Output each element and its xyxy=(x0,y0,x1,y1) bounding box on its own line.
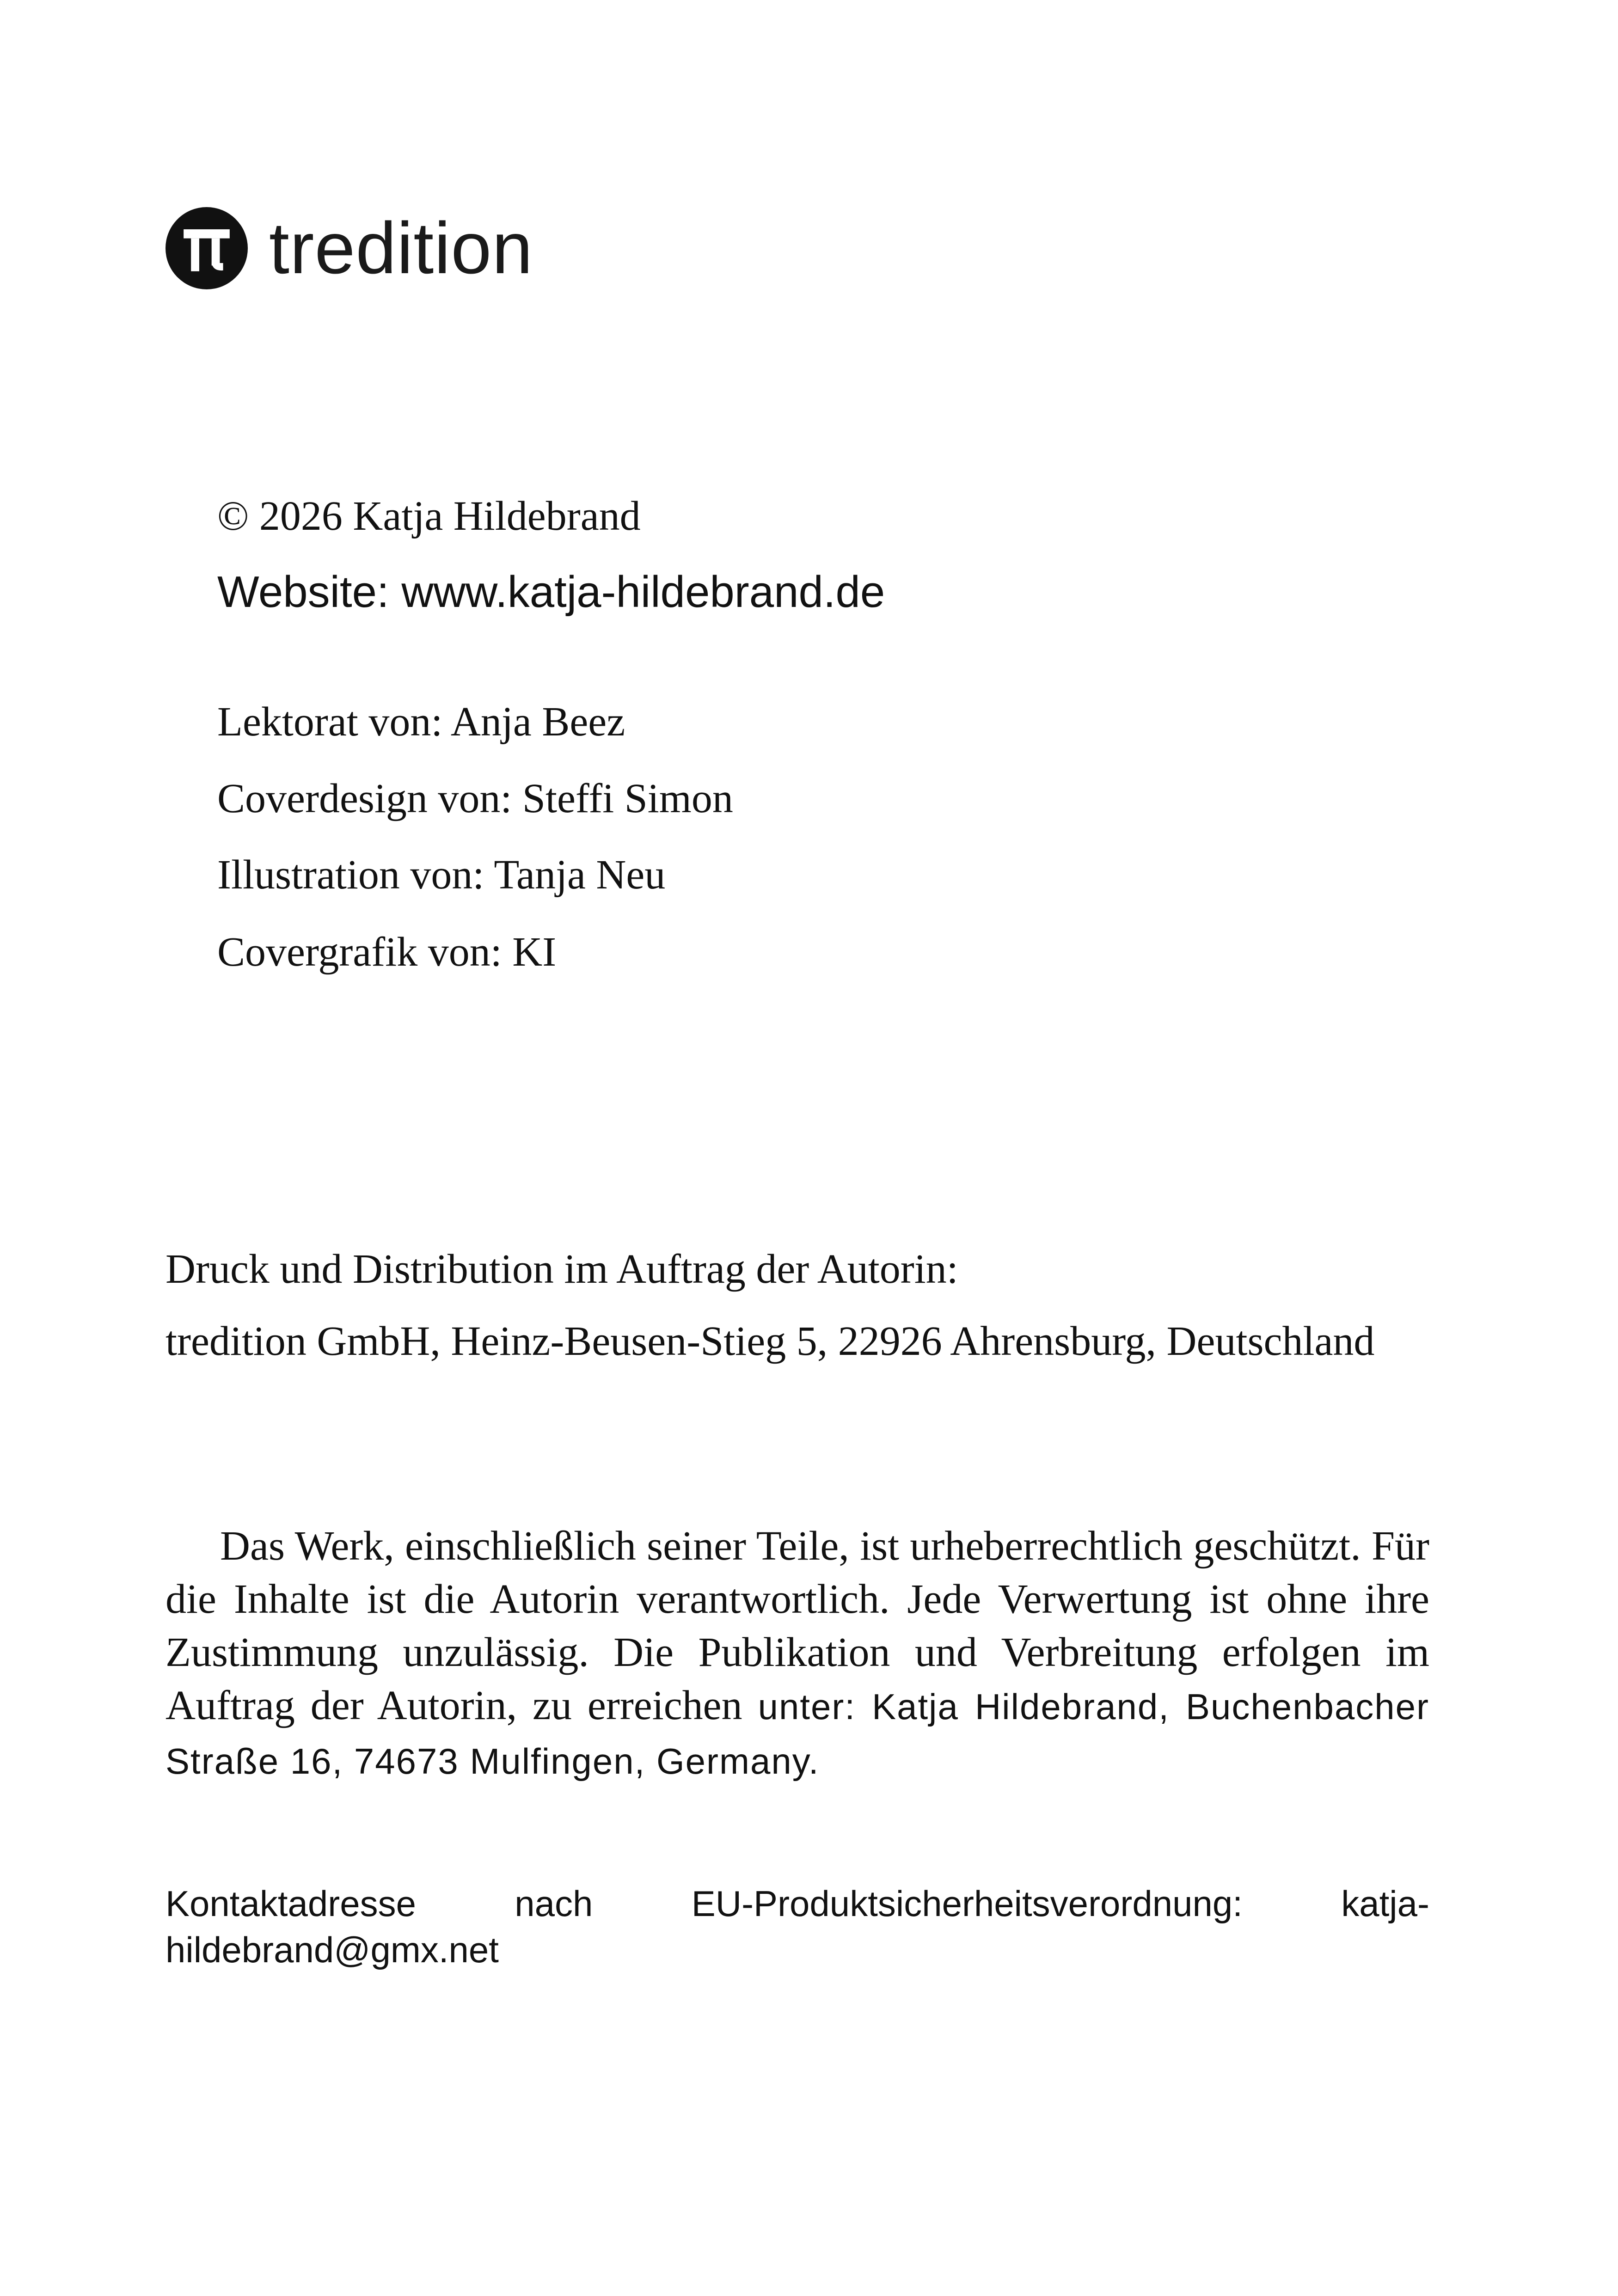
tredition-logo-icon xyxy=(165,207,248,289)
copyright-line: © 2026 Katja Hildebrand xyxy=(217,493,641,539)
rights-notice-address: unter: Katja Hildebrand, Buchenbacher Straße 16, 74673 Mulfingen, Germany. xyxy=(165,1686,1429,1782)
website-line: Website: www.katja-hildebrand.de xyxy=(217,567,885,617)
editing-credit: Lektorat von: Anja Beez xyxy=(217,699,625,745)
logo-wordmark: tredition xyxy=(269,208,533,289)
contact-notice: Kontaktadresse nach EU-Produktsicherheitsverordnung: katja-hildebrand@gmx.net xyxy=(165,1883,1429,1970)
publisher-label: Druck und Distribution im Auftrag der Autorin: xyxy=(165,1246,958,1292)
illustration-credit: Illustration von: Tanja Neu xyxy=(217,852,666,898)
rights-notice xyxy=(165,1519,1429,1788)
cover-graphic-credit: Covergrafik von: KI xyxy=(217,929,557,975)
rights-notice-text: Das Werk, einschließlich seiner Teile, ist urheberrechtlich geschützt. Für die Inhalte ist die Autorin verantwortlich. Jede Verwertung ist ohne ihre Zustimmung unzulässig. Die Publikation und Verbreitung erfolgen im Auftrag der Autorin, zu erreichen xyxy=(165,1523,1429,1728)
publisher-logo xyxy=(165,207,533,290)
publisher-address: tredition GmbH, Heinz-Beusen-Stieg 5, 22926 Ahrensburg, Deutschland xyxy=(165,1318,1375,1364)
cover-design-credit: Coverdesign von: Steffi Simon xyxy=(217,776,733,821)
